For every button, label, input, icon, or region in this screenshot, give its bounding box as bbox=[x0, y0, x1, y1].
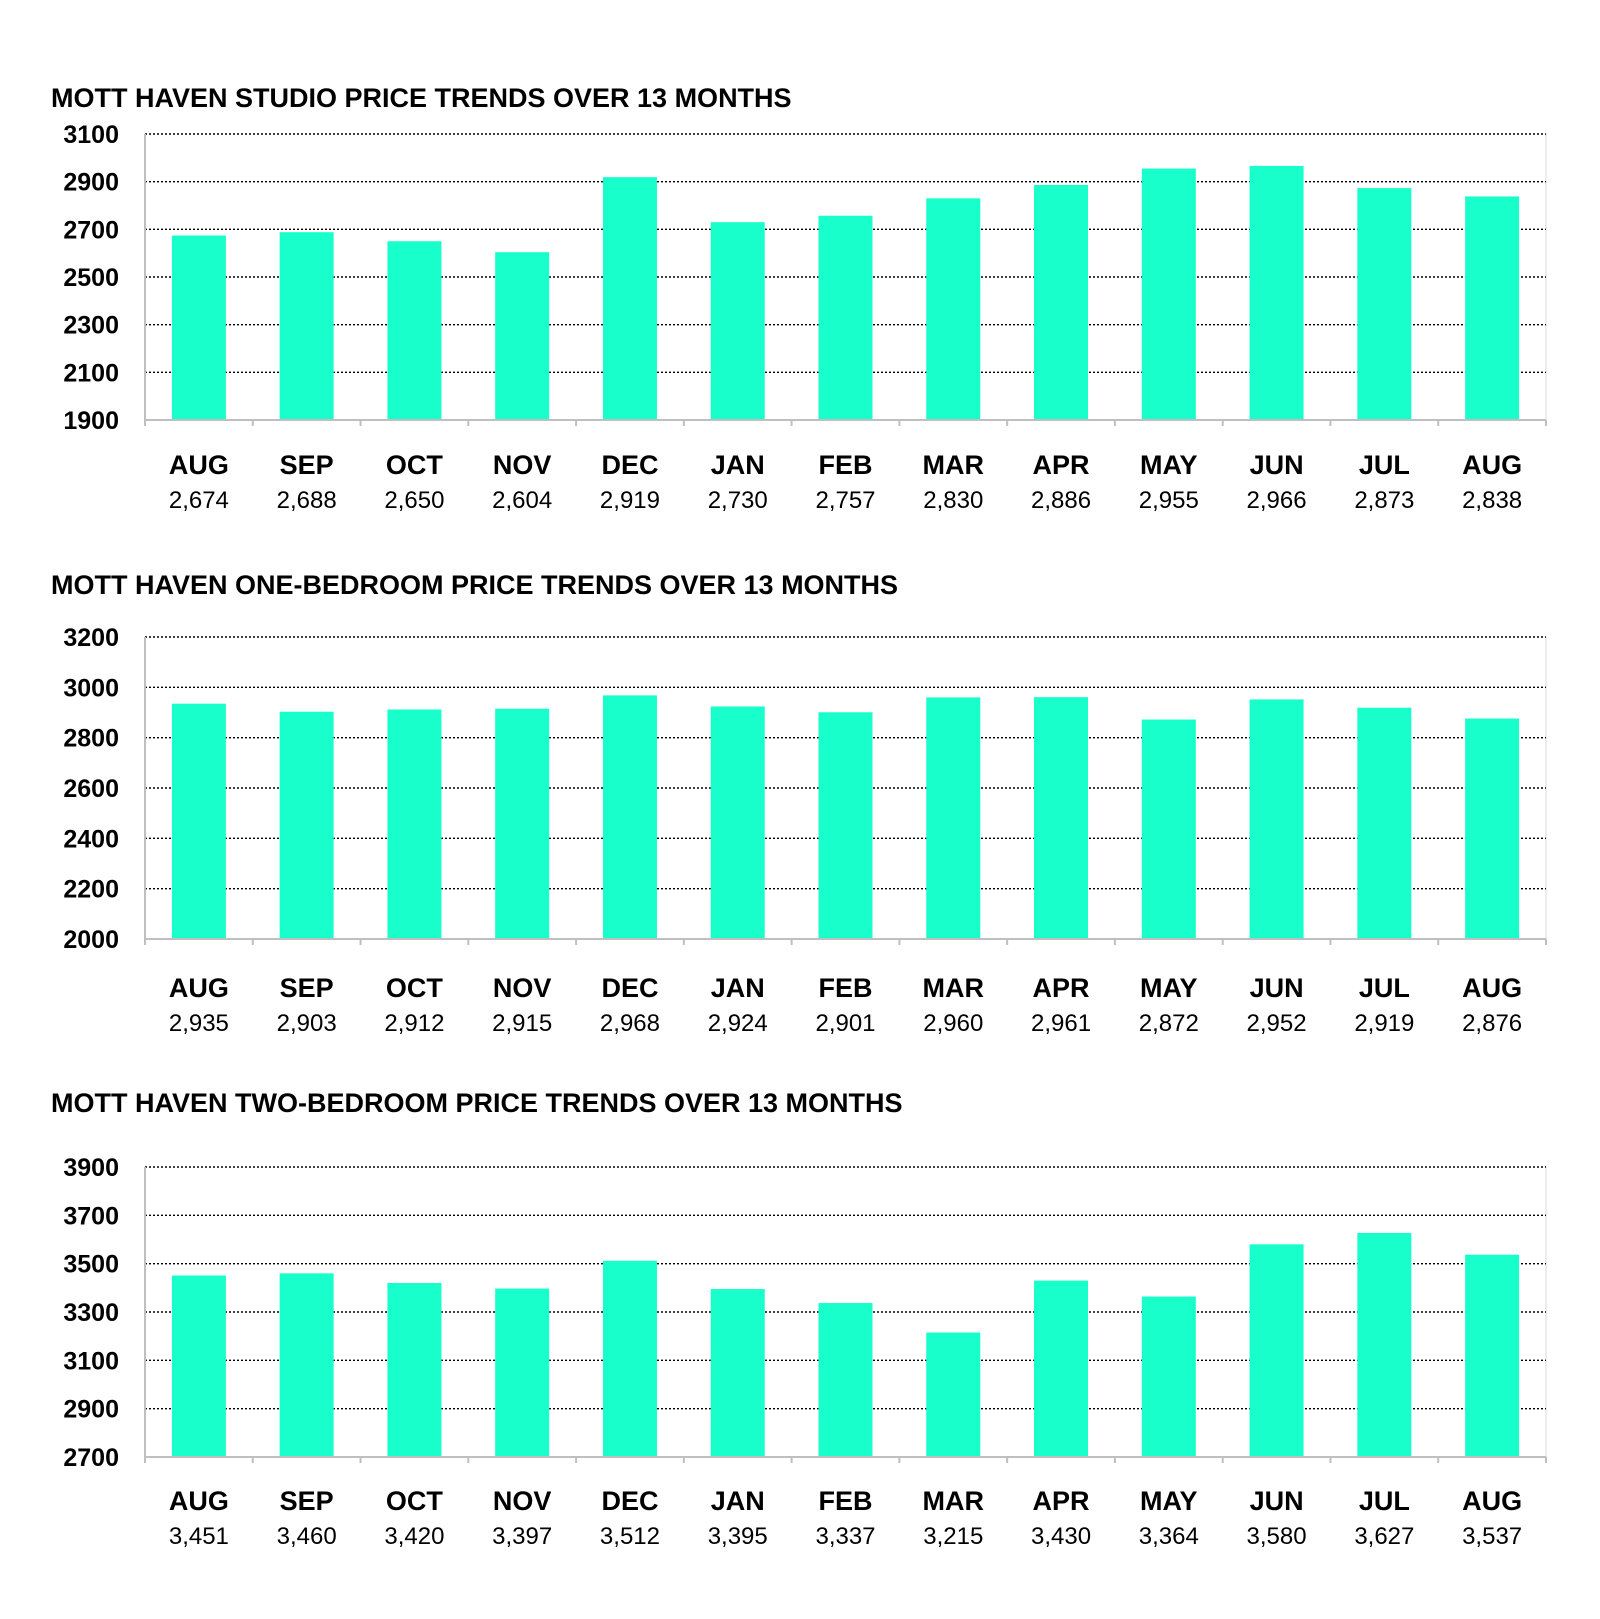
x-category-label: NOV bbox=[492, 1486, 552, 1516]
chart-title: MOTT HAVEN STUDIO PRICE TRENDS OVER 13 MONTHS bbox=[51, 83, 792, 113]
x-value-label: 2,901 bbox=[815, 1010, 876, 1037]
bar-jan bbox=[711, 222, 765, 420]
x-value-label: 3,337 bbox=[815, 1523, 876, 1550]
x-value-label: 3,215 bbox=[923, 1523, 984, 1550]
bar-aug bbox=[1465, 196, 1519, 420]
x-category-label: JUN bbox=[1249, 450, 1304, 480]
bar-sep bbox=[280, 712, 334, 939]
x-value-label: 2,952 bbox=[1246, 1010, 1307, 1037]
x-value-label: 3,451 bbox=[168, 1523, 229, 1550]
x-category-label: MAR bbox=[922, 450, 985, 480]
x-category-label: NOV bbox=[492, 450, 552, 480]
x-category-label: APR bbox=[1032, 1486, 1090, 1516]
y-tick-label: 2300 bbox=[63, 311, 119, 340]
x-category-label: APR bbox=[1032, 973, 1090, 1003]
bar-aug bbox=[172, 236, 226, 420]
bar-jun bbox=[1250, 699, 1304, 939]
x-value-label: 2,886 bbox=[1031, 487, 1092, 514]
bar-jun bbox=[1250, 1244, 1304, 1457]
y-tick-label: 3100 bbox=[63, 121, 119, 149]
bar-dec bbox=[603, 177, 657, 420]
y-tick-label: 2700 bbox=[63, 216, 119, 245]
x-value-label: 2,960 bbox=[923, 1010, 984, 1037]
bar-jan bbox=[711, 706, 765, 939]
x-category-label: OCT bbox=[385, 1486, 443, 1516]
x-value-label: 3,537 bbox=[1462, 1523, 1523, 1550]
bar-nov bbox=[495, 1289, 549, 1457]
x-category-label: FEB bbox=[818, 450, 873, 480]
bar-feb bbox=[819, 712, 873, 939]
bar-mar bbox=[926, 1333, 980, 1457]
x-value-label: 2,919 bbox=[599, 487, 660, 514]
bar-oct bbox=[387, 709, 441, 939]
x-value-label: 3,397 bbox=[492, 1523, 553, 1550]
bar-may bbox=[1142, 1297, 1196, 1457]
bar-aug bbox=[172, 704, 226, 939]
bar-feb bbox=[819, 216, 873, 420]
x-value-label: 3,395 bbox=[707, 1523, 768, 1550]
x-value-label: 2,873 bbox=[1354, 487, 1415, 514]
x-category-label: MAY bbox=[1140, 1486, 1198, 1516]
x-category-label: AUG bbox=[168, 1486, 229, 1516]
x-value-label: 3,580 bbox=[1246, 1523, 1307, 1550]
bar-nov bbox=[495, 709, 549, 939]
x-category-label: MAY bbox=[1140, 450, 1198, 480]
x-category-label: SEP bbox=[279, 973, 334, 1003]
bar-aug bbox=[1465, 719, 1519, 939]
bar-dec bbox=[603, 1261, 657, 1457]
x-value-label: 2,730 bbox=[707, 487, 768, 514]
x-value-label: 2,650 bbox=[384, 487, 445, 514]
y-tick-label: 2000 bbox=[63, 926, 119, 954]
y-tick-label: 3500 bbox=[63, 1250, 119, 1279]
x-category-label: MAR bbox=[922, 973, 985, 1003]
x-value-label: 3,512 bbox=[599, 1523, 660, 1550]
x-value-label: 2,968 bbox=[599, 1010, 660, 1037]
x-value-label: 2,903 bbox=[276, 1010, 337, 1037]
x-value-label: 2,688 bbox=[276, 487, 337, 514]
x-category-label: AUG bbox=[1462, 450, 1523, 480]
x-category-label: OCT bbox=[385, 973, 443, 1003]
x-category-label: JUL bbox=[1358, 973, 1410, 1003]
x-value-label: 3,430 bbox=[1031, 1523, 1092, 1550]
y-tick-label: 2800 bbox=[63, 724, 119, 753]
chart-2 bbox=[51, 570, 1546, 1037]
bar-mar bbox=[926, 697, 980, 939]
x-category-label: AUG bbox=[168, 973, 229, 1003]
x-category-label: MAR bbox=[922, 1486, 985, 1516]
x-value-label: 2,757 bbox=[815, 487, 876, 514]
x-category-label: OCT bbox=[385, 450, 443, 480]
bar-apr bbox=[1034, 697, 1088, 939]
bar-jul bbox=[1357, 708, 1411, 939]
x-value-label: 2,966 bbox=[1246, 487, 1307, 514]
x-value-label: 3,460 bbox=[276, 1523, 337, 1550]
y-tick-label: 3000 bbox=[63, 674, 119, 703]
x-value-label: 2,604 bbox=[492, 487, 553, 514]
bar-nov bbox=[495, 252, 549, 420]
x-value-label: 2,935 bbox=[168, 1010, 229, 1037]
x-category-label: FEB bbox=[818, 973, 873, 1003]
bar-dec bbox=[603, 695, 657, 939]
x-value-label: 3,627 bbox=[1354, 1523, 1415, 1550]
y-tick-label: 1900 bbox=[63, 407, 119, 435]
bar-jan bbox=[711, 1289, 765, 1457]
y-tick-label: 2100 bbox=[63, 359, 119, 388]
x-value-label: 2,924 bbox=[707, 1010, 768, 1037]
x-category-label: JUL bbox=[1358, 450, 1410, 480]
bar-may bbox=[1142, 720, 1196, 939]
x-category-label: NOV bbox=[492, 973, 552, 1003]
chart-title: MOTT HAVEN ONE-BEDROOM PRICE TRENDS OVER 13 MONTHS bbox=[51, 570, 899, 600]
x-value-label: 2,876 bbox=[1462, 1010, 1523, 1037]
chart-1 bbox=[51, 83, 1546, 514]
y-tick-label: 2600 bbox=[63, 775, 119, 803]
bar-may bbox=[1142, 169, 1196, 420]
x-category-label: AUG bbox=[1462, 973, 1523, 1003]
x-value-label: 2,674 bbox=[168, 487, 229, 514]
y-tick-label: 2900 bbox=[63, 168, 119, 197]
x-value-label: 2,919 bbox=[1354, 1010, 1415, 1037]
x-category-label: AUG bbox=[168, 450, 229, 480]
bar-jun bbox=[1250, 166, 1304, 420]
bar-apr bbox=[1034, 185, 1088, 420]
y-tick-label: 2400 bbox=[63, 825, 119, 854]
bar-aug bbox=[172, 1276, 226, 1457]
bar-jul bbox=[1357, 1233, 1411, 1457]
x-category-label: DEC bbox=[601, 450, 659, 480]
x-category-label: JUN bbox=[1249, 1486, 1304, 1516]
bar-feb bbox=[819, 1303, 873, 1457]
y-tick-label: 3100 bbox=[63, 1347, 119, 1376]
x-value-label: 2,912 bbox=[384, 1010, 445, 1037]
x-value-label: 2,838 bbox=[1462, 487, 1523, 514]
x-category-label: JAN bbox=[710, 1486, 765, 1516]
y-tick-label: 2900 bbox=[63, 1395, 119, 1424]
bar-sep bbox=[280, 1273, 334, 1457]
x-category-label: JAN bbox=[710, 450, 765, 480]
x-value-label: 2,830 bbox=[923, 487, 984, 514]
x-category-label: SEP bbox=[279, 450, 334, 480]
x-value-label: 2,961 bbox=[1031, 1010, 1092, 1037]
y-tick-label: 3700 bbox=[63, 1202, 119, 1231]
chart-title: MOTT HAVEN TWO-BEDROOM PRICE TRENDS OVER 13 MONTHS bbox=[51, 1088, 903, 1118]
y-tick-label: 3900 bbox=[63, 1154, 119, 1182]
x-category-label: MAY bbox=[1140, 973, 1198, 1003]
y-tick-label: 3200 bbox=[63, 624, 119, 652]
x-category-label: SEP bbox=[279, 1486, 334, 1516]
bar-oct bbox=[387, 241, 441, 420]
x-value-label: 3,364 bbox=[1138, 1523, 1199, 1550]
y-tick-label: 3300 bbox=[63, 1299, 119, 1327]
x-value-label: 2,915 bbox=[492, 1010, 553, 1037]
chart-3 bbox=[51, 1088, 1546, 1550]
bar-apr bbox=[1034, 1281, 1088, 1457]
bar-jul bbox=[1357, 188, 1411, 420]
y-tick-label: 2500 bbox=[63, 264, 119, 292]
bar-oct bbox=[387, 1283, 441, 1457]
x-category-label: FEB bbox=[818, 1486, 873, 1516]
bar-mar bbox=[926, 198, 980, 420]
x-category-label: DEC bbox=[601, 1486, 659, 1516]
x-category-label: JUL bbox=[1358, 1486, 1410, 1516]
bar-aug bbox=[1465, 1255, 1519, 1457]
x-category-label: APR bbox=[1032, 450, 1090, 480]
x-value-label: 2,955 bbox=[1138, 487, 1199, 514]
bar-sep bbox=[280, 232, 334, 420]
x-value-label: 2,872 bbox=[1138, 1010, 1199, 1037]
x-category-label: JAN bbox=[710, 973, 765, 1003]
x-value-label: 3,420 bbox=[384, 1523, 445, 1550]
x-category-label: JUN bbox=[1249, 973, 1304, 1003]
x-category-label: DEC bbox=[601, 973, 659, 1003]
y-tick-label: 2200 bbox=[63, 875, 119, 904]
x-category-label: AUG bbox=[1462, 1486, 1523, 1516]
y-tick-label: 2700 bbox=[63, 1444, 119, 1472]
